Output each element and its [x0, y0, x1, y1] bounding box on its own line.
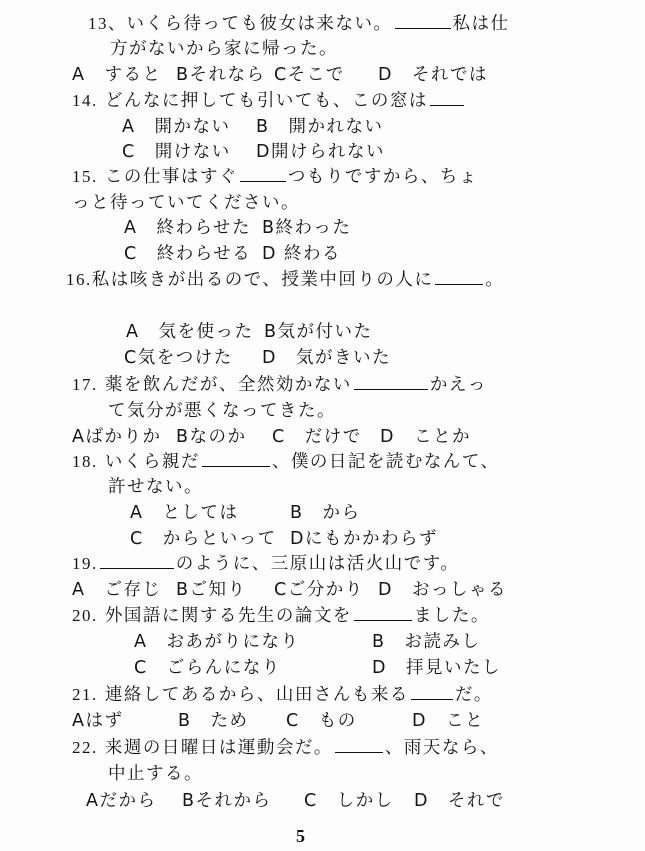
question-number: 22. [72, 738, 98, 757]
option-a: A ご存じ [72, 580, 162, 600]
question-stem [72, 165, 478, 189]
option-b: B お読みし [372, 632, 481, 652]
answer-blank [202, 452, 270, 467]
stem-continuation: 許せない。 [108, 477, 203, 497]
answer-blank [430, 91, 464, 106]
option-d: D おっしゃる [378, 580, 507, 600]
option-b: B終わった [262, 218, 352, 238]
question-number: 17. [72, 375, 98, 394]
question-number: 16. [66, 270, 92, 289]
answer-blank [240, 167, 286, 182]
option-c: C しかし [304, 791, 394, 811]
stem-text: 、僕の日記を読むなんて、 [271, 452, 500, 472]
answer-blank [435, 270, 483, 285]
stem-text: のように、三原山は活火山です。 [175, 554, 460, 574]
question-stem [66, 268, 504, 292]
stem-text: 。 [485, 270, 505, 290]
question-number: 19. [72, 554, 98, 573]
option-c: C ごらんになり [134, 658, 281, 678]
option-c: Cそこで [274, 65, 345, 85]
stem-continuation: っと待っていてください。 [72, 193, 300, 213]
stem-continuation: 方がないから家に帰った。 [110, 39, 338, 59]
answer-blank [100, 554, 174, 569]
option-d: D ことか [380, 427, 471, 447]
stem-text: いくら親だ [104, 452, 200, 472]
option-d: D それでは [378, 65, 488, 85]
stem-text: 来週の日曜日は運動会だ。 [104, 738, 333, 758]
question-number: 21. [72, 685, 98, 704]
option-a: Aだから [86, 791, 157, 811]
stem-text: 連絡してあるから、山田さんも来る [104, 685, 409, 705]
stem-text: 私は仕 [452, 14, 510, 34]
stem-text: 外国語に関する先生の論文を [104, 606, 352, 626]
stem-continuation: て気分が悪くなってきた。 [108, 401, 336, 421]
question-stem [72, 683, 493, 707]
question-number: 20. [72, 606, 98, 625]
stem-text: つもりですから、ちょ [287, 167, 478, 187]
stem-text: 私は咳きが出るので、授業中回りの人に [91, 270, 434, 290]
option-b: B 開かれない [256, 117, 384, 137]
question-number: 18. [72, 452, 98, 471]
option-a: A としては [130, 503, 239, 523]
option-b: B から [290, 503, 361, 523]
stem-text: いくら待っても彼女は来ない。 [126, 14, 393, 34]
option-c: C 開けない [122, 142, 231, 162]
stem-text: ました。 [413, 606, 490, 626]
answer-blank [395, 14, 451, 29]
option-a: A 気を使った [126, 322, 254, 342]
answer-blank [335, 738, 383, 753]
option-d: Dにもかかわらず [290, 529, 438, 549]
option-a: A すると [72, 65, 162, 85]
question-stem [72, 450, 499, 474]
stem-text: 薬を飲んだが、全然効かない [104, 375, 352, 395]
option-a: Aはず [72, 711, 124, 731]
option-c: C 終わらせる [124, 244, 252, 264]
question-stem [72, 736, 499, 760]
option-c: C だけで [272, 427, 362, 447]
stem-text: かえっ [429, 375, 487, 395]
stem-text: この仕事はすぐ [104, 167, 238, 187]
option-c: C もの [286, 711, 357, 731]
option-d: D 終わる [262, 244, 342, 264]
answer-blank [354, 375, 428, 390]
option-d: D 拝見いたし [372, 658, 501, 678]
question-stem [72, 373, 487, 397]
option-a: A 終わらせた [124, 218, 251, 238]
option-c: C からといって [130, 529, 277, 549]
question-stem [72, 552, 459, 576]
question-number: 13、 [88, 14, 127, 33]
answer-blank [354, 606, 412, 621]
question-stem [72, 604, 490, 628]
option-b: Bご知り [176, 580, 247, 600]
question-stem [72, 89, 466, 113]
option-a: Aばかりか [72, 427, 162, 447]
question-number: 15. [72, 167, 98, 186]
stem-text: だ。 [454, 685, 493, 705]
option-c: C気をつけた [124, 348, 233, 368]
option-a: A おあがりになり [134, 632, 300, 652]
option-b: Bなのか [176, 427, 247, 447]
option-d: D 気がきいた [262, 348, 391, 368]
stem-text: 、雨天なら、 [384, 738, 499, 758]
option-a: A 開かない [122, 117, 231, 137]
option-b: Bそれなら [176, 65, 266, 85]
page-number: 5 [296, 826, 305, 846]
question-number: 14. [72, 91, 98, 110]
option-c: Cご分かり [274, 580, 364, 600]
stem-continuation: 中止する。 [108, 764, 203, 784]
question-stem [88, 12, 510, 36]
stem-text: どんなに押しても引いても、この窓は [104, 91, 428, 111]
option-d: D こと [412, 711, 484, 731]
option-b: B ため [178, 711, 249, 731]
answer-blank [411, 685, 453, 700]
option-b: B気が付いた [264, 322, 373, 342]
option-d: D それで [414, 791, 505, 811]
option-b: Bそれから [182, 791, 272, 811]
option-d: D開けられない [256, 142, 385, 162]
